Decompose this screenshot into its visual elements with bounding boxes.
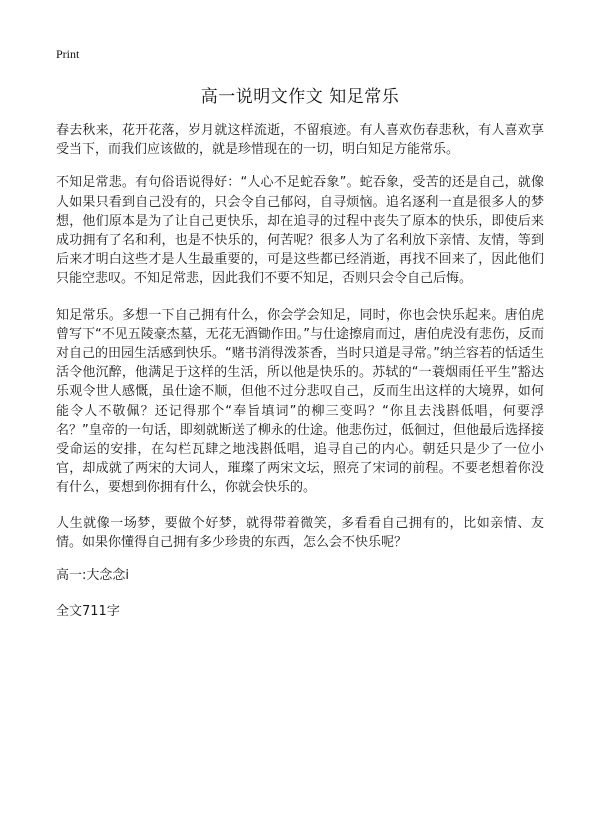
word-count: 全文711字	[56, 604, 120, 620]
paragraph-conclusion: 人生就像一场梦，要做个好梦，就得带着微笑，多看看自己拥有的，比如亲情、友情。如果你懂得自己拥有多少珍贵的东西，怎么会不快乐呢？	[56, 515, 544, 550]
paragraph-contentment: 知足常乐。多想一下自己拥有什么，你会学会知足，同时，你也会快乐起来。唐伯虎曾写下“不见五陵豪杰墓，无花无酒锄作田。”与仕途擦肩而过，唐伯虎没有悲伤，反而对自己的田园生活感到快乐。“赌书消得泼茶香，当时只道是寻常。”纳兰容若的恬适生活令他沉醉，他满足于这样的生活，所以他是快乐的。苏轼的“一蓑烟雨任平生”豁达乐观令世人感慨，虽仕途不顺，但他不过分悲叹自己，反而生出这样的大境界，如何能令人不敬佩？还记得那个“奉旨填词”的柳三变吗？“你且去浅斟低唱，何要浮名？”皇帝的一句话，即刻就断送了柳永的仕途。他悲伤过，低徊过，但他最后选择接受命运的安排，在勾栏瓦肆之地浅斟低唱，追寻自己的内心。朝廷只是少了一位小官，却成就了两宋的大词人，璀璨了两宋文坛，照亮了宋词的前程。不要老想着你没有什么，要想到你拥有什么，你就会快乐的。	[56, 307, 544, 496]
paragraph-discontent: 不知足常悲。有句俗语说得好：“人心不足蛇吞象”。蛇吞象，受苦的还是自己，就像人如果只看到自己没有的，只会令自己郁闷，自寻烦恼。追名逐利一直是很多人的梦想，他们原本是为了让自己更快乐，却在追寻的过程中丧失了原本的快乐，即使后来成功拥有了名和利，也是不快乐的，何苦呢？很多人为了名利放下亲情、友情，等到后来才明白这些才是人生最重要的，可是这些都已经消逝，再找不回来了，因此他们只能空悲叹。不知足常悲，因此我们不要不知足，否则只会令自己后悔。	[56, 175, 544, 287]
paragraph-intro: 春去秋来，花开花落，岁月就这样流逝，不留痕迹。有人喜欢伤春悲秋，有人喜欢享受当下，而我们应该做的，就是珍惜现在的一切，明白知足方能常乐。	[56, 123, 544, 158]
print-link[interactable]: Print	[56, 47, 80, 61]
article-title: 高一说明文作文 知足常乐	[200, 87, 400, 107]
author-line: 高一:大念念i	[56, 568, 129, 584]
article-body	[56, 121, 544, 621]
